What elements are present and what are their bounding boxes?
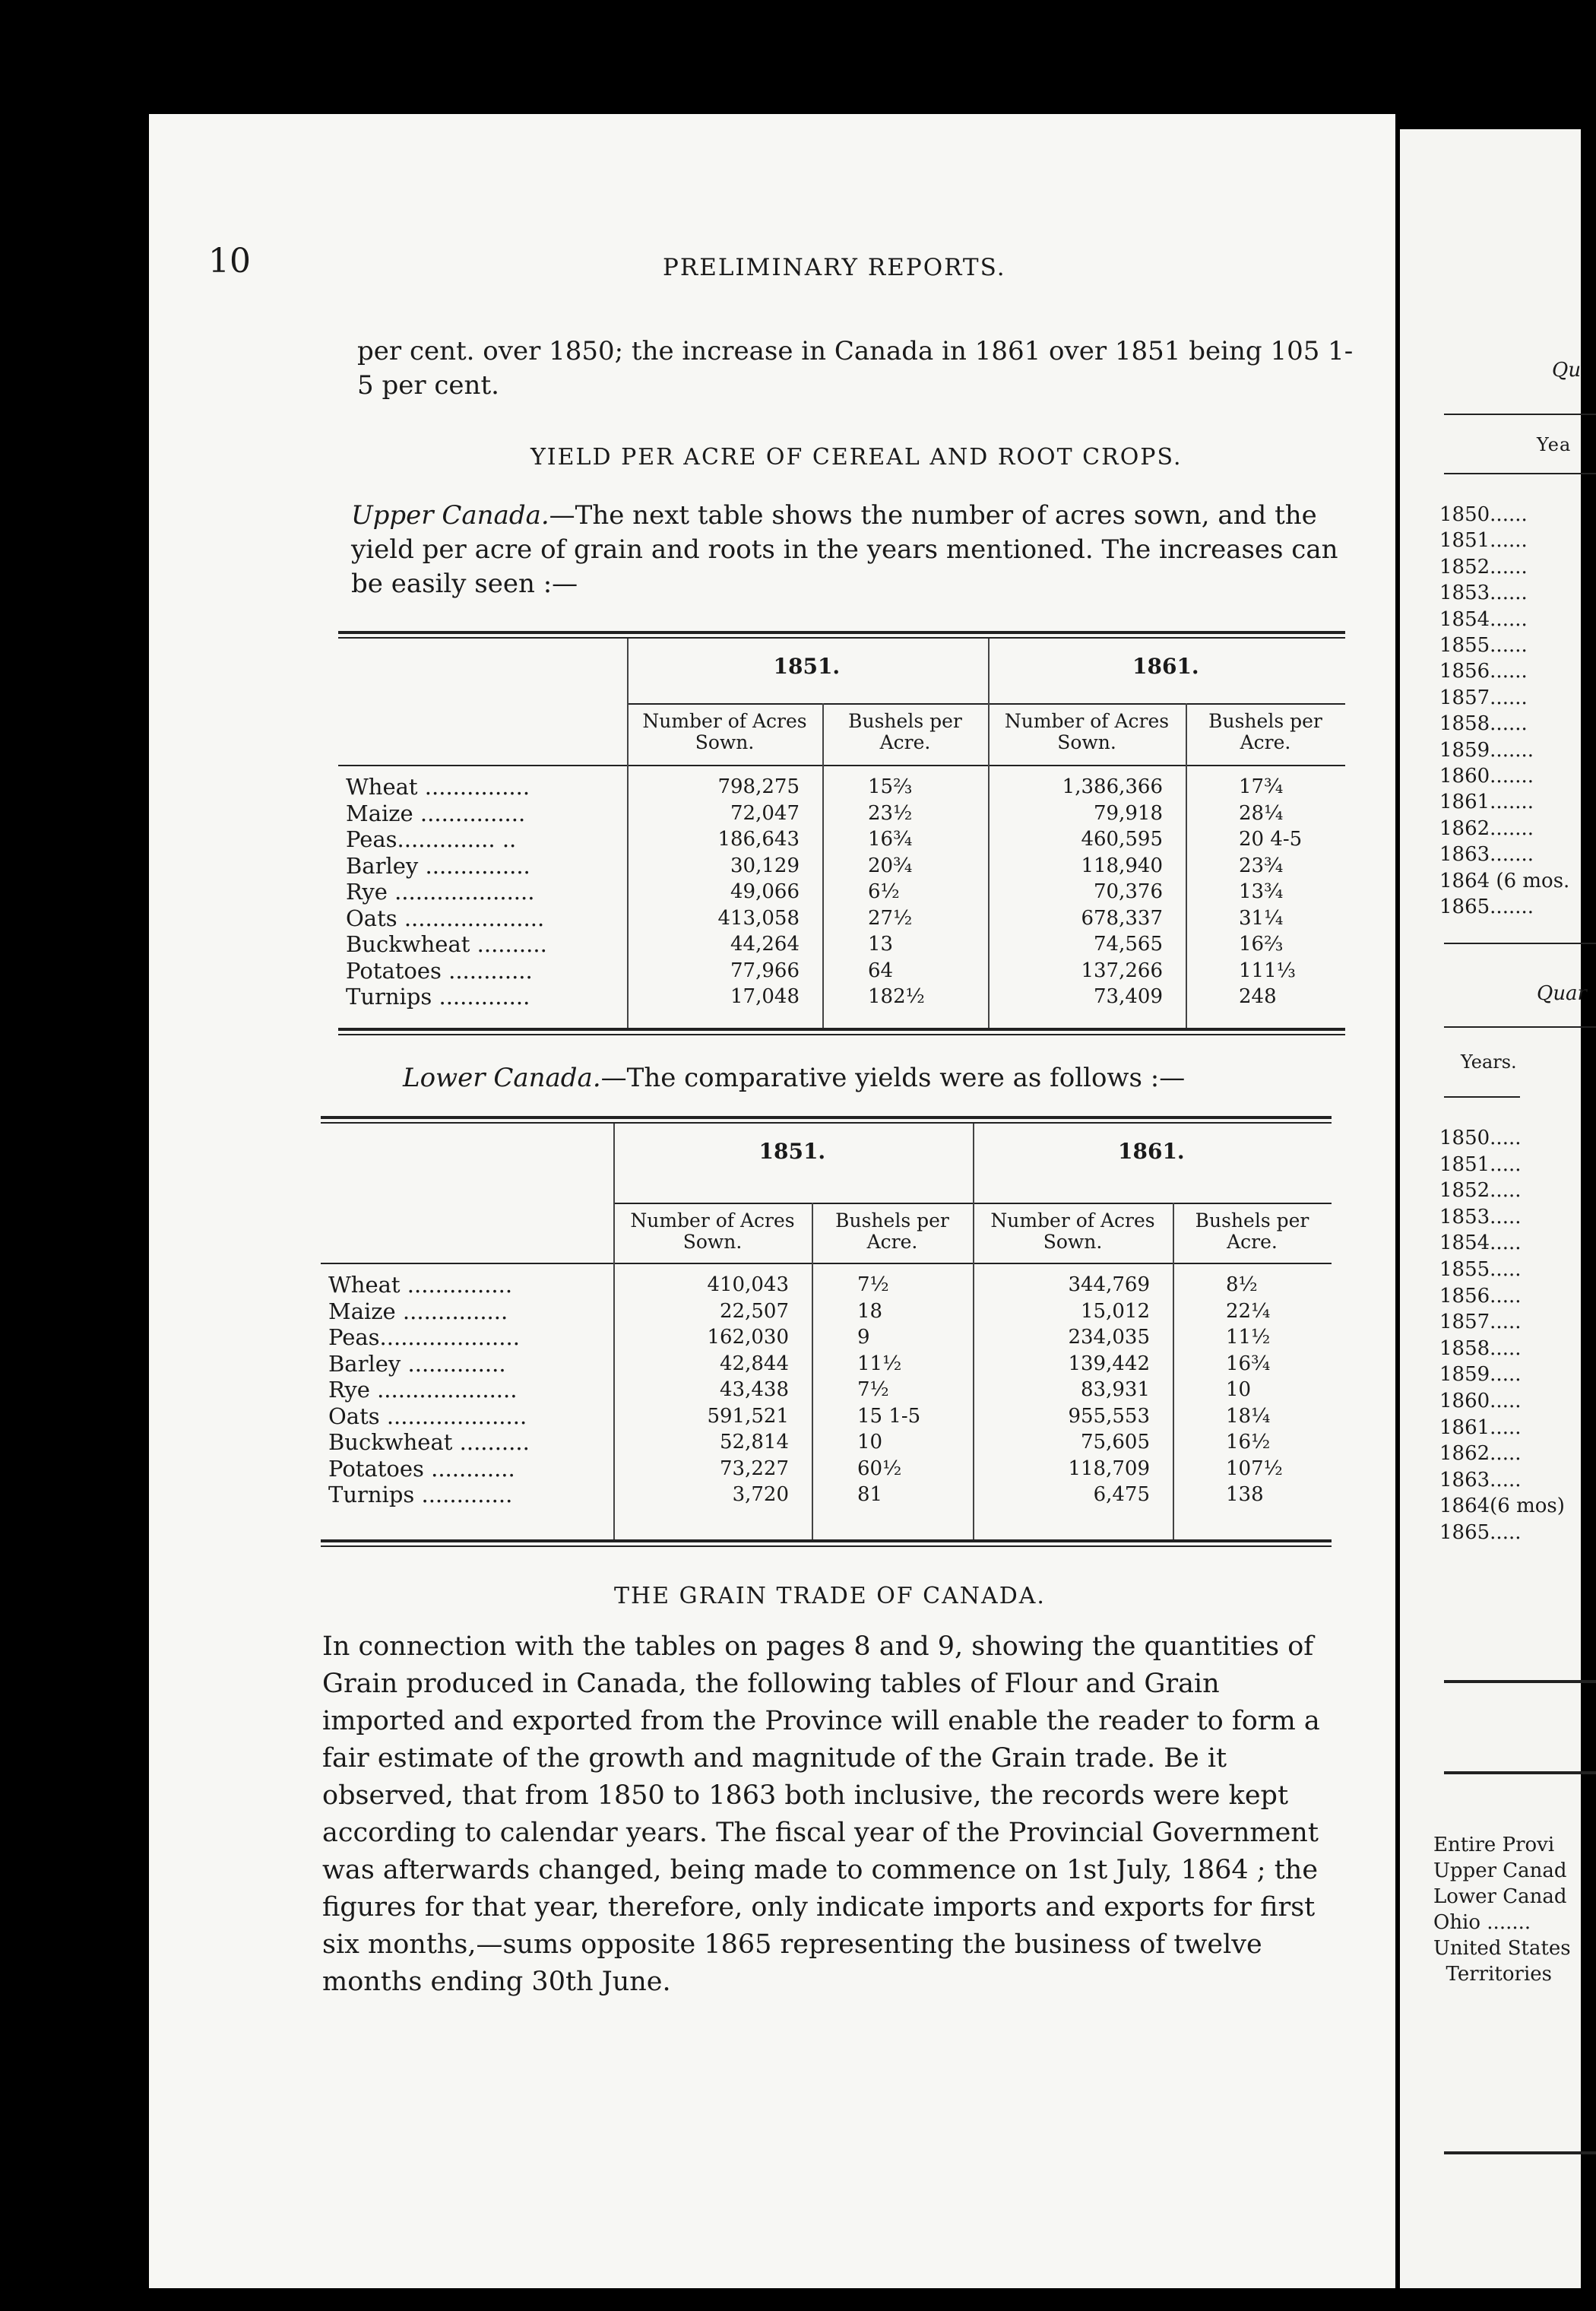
bushels-1851-cell: 7½ [857, 1273, 889, 1296]
acres-1851-cell: 17,048 [730, 985, 800, 1008]
facing-page [1400, 129, 1587, 2288]
acres-1861-cell: 74,565 [1094, 933, 1163, 956]
bushels-1851-cell: 6½ [868, 880, 900, 903]
bushels-1861-cell: 13¾ [1239, 880, 1284, 903]
bushels-1861-cell: 31¼ [1239, 906, 1284, 930]
bushels-1861-cell: 16½ [1226, 1431, 1271, 1453]
acres-1861-cell: 70,376 [1094, 880, 1163, 903]
crop-name: Maize ............... [328, 1298, 508, 1324]
crop-name: Oats .................... [328, 1403, 527, 1429]
acres-sown-header: Number of Acres Sown. [642, 710, 807, 753]
acres-1861-cell: 75,605 [1081, 1431, 1150, 1453]
bushels-1851-cell: 23½ [868, 801, 913, 825]
facing-list-line: 1853..... [1439, 1205, 1522, 1228]
bushels-1861-cell: 17¾ [1239, 775, 1284, 798]
acres-1851-cell: 73,227 [720, 1457, 789, 1480]
acres-1851-cell: 30,129 [730, 854, 800, 877]
facing-list-line: 1864 (6 mos. [1439, 869, 1570, 892]
bushels-1851-cell: 15 1-5 [857, 1404, 921, 1428]
facing-list-line: 1859..... [1439, 1363, 1522, 1387]
facing-list-line: 1861..... [1439, 1415, 1522, 1439]
bushels-1851-cell: 64 [868, 959, 894, 982]
facing-list-line: 1855...... [1439, 634, 1528, 657]
crop-name: Potatoes ............ [346, 957, 533, 984]
acres-1861-cell: 460,595 [1081, 828, 1163, 851]
table-bottom-rule [321, 1539, 1332, 1542]
upper-canada-text: —The next table shows the number of acres sown, and the yield per acre of grain and roots in the years mentioned. The increases can be easily seen :— [351, 500, 1338, 599]
bushels-1851-cell: 27½ [868, 906, 913, 930]
bushels-per-acre-header: Bushels per Acre. [1195, 1209, 1309, 1253]
facing-list-line: 1854..... [1439, 1232, 1522, 1255]
acres-1851-cell: 52,814 [720, 1431, 789, 1453]
acres-sown-header: Number of Acres Sown. [630, 1209, 795, 1253]
bushels-1851-cell: 20¾ [868, 854, 913, 877]
bushels-1861-cell: 138 [1226, 1483, 1264, 1506]
table-top-rule-2 [338, 637, 1345, 639]
facing-list-line: 1856..... [1439, 1284, 1522, 1308]
acres-1851-cell: 3,720 [732, 1483, 789, 1506]
column-divider [812, 1203, 813, 1539]
facing-list-line: 1864(6 mos) [1439, 1495, 1565, 1518]
table-bottom-rule-2 [338, 1034, 1345, 1035]
facing-list-line: 1863....... [1439, 843, 1534, 867]
crop-name: Barley ............... [346, 852, 530, 879]
facing-list-line: 1851..... [1439, 1152, 1522, 1176]
upper-canada-label: Upper Canada. [351, 500, 549, 531]
bushels-1861-cell: 10 [1226, 1378, 1252, 1401]
year-header-1851: 1851. [758, 1139, 826, 1164]
facing-list-line: Upper Canad [1433, 1859, 1567, 1882]
acres-1861-cell: 678,337 [1081, 906, 1163, 930]
facing-list-line: 1850..... [1439, 1127, 1522, 1149]
lower-canada-label: Lower Canada. [403, 1063, 601, 1093]
bushels-1861-cell: 11½ [1226, 1326, 1271, 1349]
crop-name: Rye .................... [328, 1377, 518, 1403]
page-number: 10 [208, 242, 251, 281]
grain-trade-paragraph: In connection with the tables on pages 8 and 9, showing the quantities of Grain produced in Canada, the following tables of Flour and Grain imported and exported from the Province will enable the reader to form a fair estimate of the growth and magnitude of the Grain trade. Be it observed, that from 1850 to 1863 both inclusive, the records were kept according to calendar years. The fiscal year of the Provincial Government was afterwards changed, being made to commence on 1st July, 1864 ; the figures for that year, therefore, only indicate imports and exports for first six months,—sums opposite 1865 representing the business of twelve months ending 30th June. [322, 1631, 1320, 1997]
year-header-1851: 1851. [773, 654, 841, 679]
acres-1851-cell: 22,507 [720, 1299, 789, 1323]
facing-list-line: 1859....... [1439, 738, 1534, 762]
year-header-rule [627, 703, 1345, 705]
bushels-1861-cell: 107½ [1226, 1457, 1283, 1480]
bushels-per-acre-header: Bushels per Acre. [1208, 710, 1322, 753]
acres-1851-cell: 72,047 [730, 801, 800, 825]
crop-name: Oats .................... [346, 905, 545, 931]
facing-list-line: 1858..... [1439, 1336, 1522, 1360]
running-head: PRELIMINARY REPORTS. [663, 254, 1006, 281]
facing-list-line: Territories [1433, 1963, 1552, 1986]
facing-list-line: 1860....... [1439, 765, 1534, 788]
acres-1851-cell: 798,275 [717, 775, 800, 798]
acres-1851-cell: 591,521 [707, 1404, 789, 1428]
crop-name: Buckwheat .......... [328, 1429, 530, 1455]
crop-name: Wheat ............... [328, 1272, 513, 1298]
acres-1851-cell: 162,030 [707, 1326, 789, 1349]
facing-list-line: 1858...... [1439, 712, 1528, 736]
table-top-rule [321, 1116, 1332, 1119]
acres-1861-cell: 344,769 [1068, 1273, 1150, 1296]
bushels-1851-cell: 60½ [857, 1457, 902, 1480]
year-header-1861: 1861. [1132, 654, 1199, 679]
bushels-1861-cell: 111⅓ [1239, 959, 1296, 982]
facing-list-line: 1857..... [1439, 1311, 1522, 1334]
facing-heading-2: Quar [1537, 982, 1587, 1005]
facing-list-line: 1862....... [1439, 816, 1534, 840]
acres-1851-cell: 43,438 [720, 1378, 789, 1401]
lower-canada-paragraph [403, 1061, 1353, 1095]
facing-list-line: 1850...... [1439, 503, 1528, 526]
facing-list-line: 1854...... [1439, 607, 1528, 631]
facing-list-line: Ohio ....... [1433, 1911, 1531, 1934]
upper-canada-paragraph [351, 499, 1354, 601]
column-header-rule [338, 765, 1345, 766]
bushels-per-acre-header: Bushels per Acre. [848, 710, 962, 753]
crop-name: Turnips ............. [346, 984, 530, 1010]
acres-1851-cell: 410,043 [707, 1273, 789, 1296]
facing-list-line: 1861....... [1439, 791, 1534, 814]
acres-1851-cell: 44,264 [730, 933, 800, 956]
facing-list-line: 1855..... [1439, 1258, 1522, 1281]
acres-1861-cell: 955,553 [1068, 1404, 1150, 1428]
table-top-rule-2 [321, 1122, 1332, 1124]
bushels-1851-cell: 15⅔ [868, 775, 913, 798]
bushels-1861-cell: 16¾ [1226, 1352, 1271, 1375]
crop-name: Barley .............. [328, 1350, 506, 1377]
crop-name: Peas.................... [328, 1324, 520, 1350]
facing-col-head-2: Years. [1461, 1051, 1517, 1073]
bushels-1851-cell: 182½ [868, 985, 925, 1008]
lower-canada-text: —The comparative yields were as follows :— [600, 1063, 1186, 1093]
facing-list-line: Entire Provi [1433, 1834, 1555, 1856]
acres-1861-cell: 1,386,366 [1062, 775, 1163, 798]
acres-1861-cell: 118,709 [1068, 1457, 1150, 1480]
acres-1851-cell: 413,058 [717, 906, 800, 930]
acres-1851-cell: 186,643 [717, 828, 800, 851]
facing-list-line: 1852..... [1439, 1179, 1522, 1203]
facing-list-line: 1865....... [1439, 896, 1534, 918]
bushels-1861-cell: 23¾ [1239, 854, 1284, 877]
facing-list-line: United States [1433, 1937, 1571, 1960]
bushels-1861-cell: 8½ [1226, 1273, 1258, 1296]
crop-name: Potatoes ............ [328, 1455, 515, 1482]
acres-sown-header: Number of Acres Sown. [990, 1209, 1155, 1253]
bushels-1861-cell: 28¼ [1239, 801, 1284, 825]
acres-1861-cell: 15,012 [1081, 1299, 1150, 1323]
acres-1861-cell: 137,266 [1081, 959, 1163, 982]
bushels-1851-cell: 10 [857, 1431, 883, 1453]
acres-1851-cell: 77,966 [730, 959, 800, 982]
crop-name: Peas.............. .. [346, 826, 517, 852]
facing-list-line: Lower Canad [1433, 1885, 1567, 1908]
grain-trade-heading: THE GRAIN TRADE OF CANADA. [614, 1583, 1046, 1609]
facing-list-line: 1852...... [1439, 555, 1528, 579]
column-header-rule [321, 1263, 1332, 1264]
bushels-1861-cell: 18¼ [1226, 1404, 1271, 1428]
facing-list-line: 1857...... [1439, 686, 1528, 709]
bushels-1861-cell: 22¼ [1226, 1299, 1271, 1323]
facing-list-line: 1860..... [1439, 1390, 1522, 1412]
acres-1861-cell: 79,918 [1094, 801, 1163, 825]
facing-list-line: 1856...... [1439, 660, 1528, 683]
crop-name: Buckwheat .......... [346, 931, 547, 957]
bushels-1861-cell: 248 [1239, 985, 1277, 1008]
yield-heading: YIELD PER ACRE OF CEREAL AND ROOT CROPS. [530, 444, 1183, 471]
bushels-1851-cell: 11½ [857, 1352, 902, 1375]
bushels-1861-cell: 20 4-5 [1239, 828, 1303, 851]
intro-paragraph: per cent. over 1850; the increase in Canada in 1861 over 1851 being 105 1-5 per cent. [357, 336, 1354, 401]
acres-sown-header: Number of Acres Sown. [1004, 710, 1170, 753]
facing-list-line: 1853...... [1439, 582, 1528, 605]
crop-name: Rye .................... [346, 879, 535, 905]
bushels-1851-cell: 13 [868, 933, 894, 956]
facing-list-line: 1865..... [1439, 1521, 1522, 1544]
acres-1851-cell: 42,844 [720, 1352, 789, 1375]
acres-1861-cell: 83,931 [1081, 1378, 1150, 1401]
table-bottom-rule [338, 1028, 1345, 1031]
bushels-1851-cell: 81 [857, 1483, 883, 1506]
acres-1861-cell: 139,442 [1068, 1352, 1150, 1375]
facing-list-line: 1863..... [1439, 1468, 1522, 1492]
bushels-per-acre-header: Bushels per Acre. [835, 1209, 949, 1253]
bushels-1851-cell: 18 [857, 1299, 883, 1323]
crop-name: Turnips ............. [328, 1482, 513, 1507]
table-bottom-rule-2 [321, 1545, 1332, 1547]
crop-name: Maize ............... [346, 800, 526, 826]
bushels-1851-cell: 16¾ [868, 828, 913, 851]
acres-1861-cell: 234,035 [1068, 1326, 1150, 1349]
acres-1851-cell: 49,066 [730, 880, 800, 903]
facing-list-line: 1851...... [1439, 529, 1528, 553]
bushels-1851-cell: 7½ [857, 1378, 889, 1401]
column-divider [1173, 1203, 1174, 1539]
bushels-1861-cell: 16⅔ [1239, 933, 1284, 956]
facing-list-line: 1862..... [1439, 1442, 1522, 1466]
acres-1861-cell: 118,940 [1081, 854, 1163, 877]
acres-1861-cell: 6,475 [1093, 1483, 1150, 1506]
crop-name: Wheat ............... [346, 774, 530, 800]
facing-heading-1: Qu [1552, 359, 1582, 382]
facing-col-head-1: Yea [1537, 434, 1572, 455]
table-top-rule [338, 631, 1345, 634]
year-header-1861: 1861. [1118, 1139, 1185, 1164]
bushels-1851-cell: 9 [857, 1326, 870, 1349]
acres-1861-cell: 73,409 [1094, 985, 1163, 1008]
